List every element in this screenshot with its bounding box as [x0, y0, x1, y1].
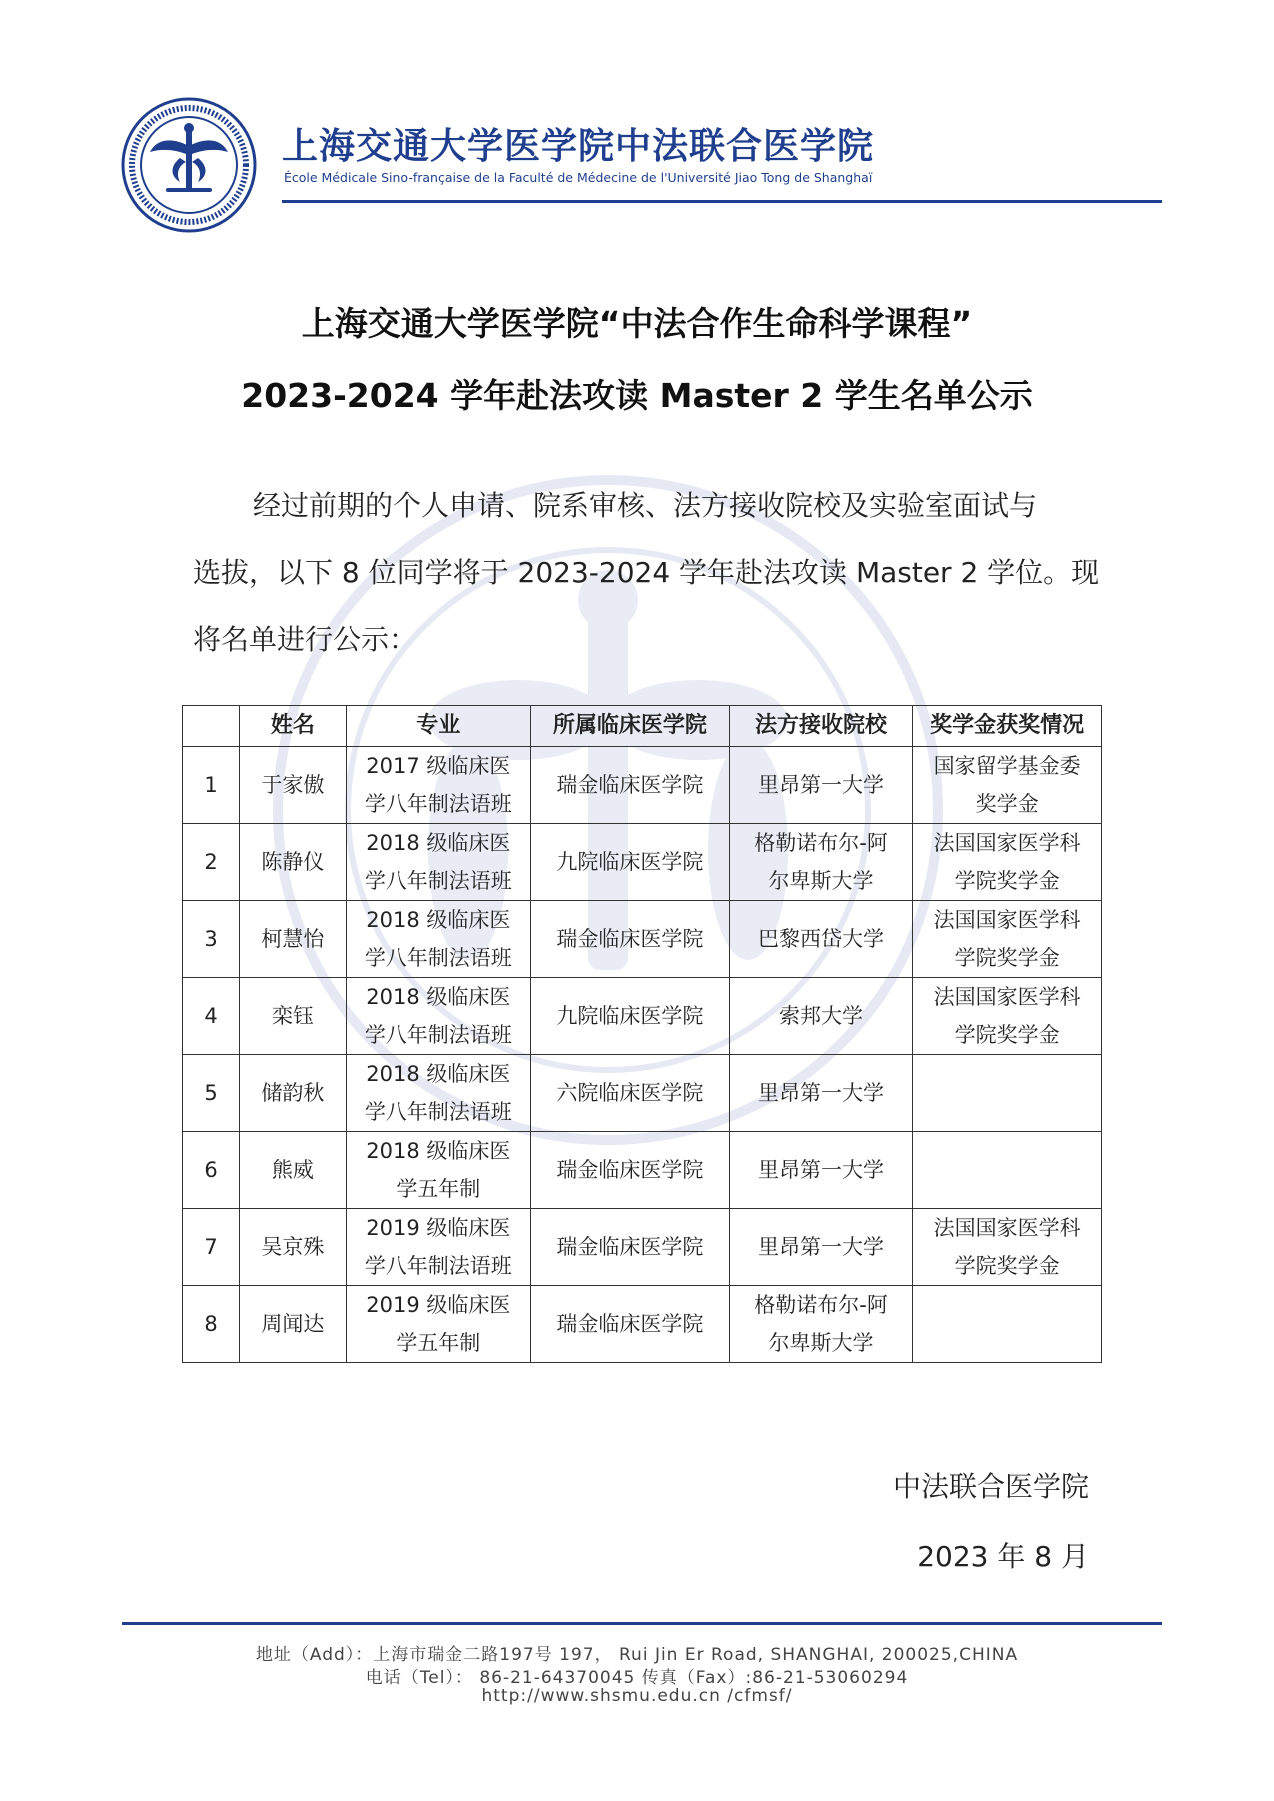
cell-school	[729, 1286, 913, 1363]
cell-hospital	[531, 1132, 730, 1209]
cell-hospital-text: 六院临床医学院	[556, 1081, 704, 1105]
intro-paragraph	[193, 472, 1100, 673]
cell-award-text: 法国国家医学科	[933, 985, 1081, 1009]
cell-hospital	[531, 978, 730, 1055]
cell-award-text: 国家留学基金委	[933, 754, 1081, 778]
footer-address: 地址（Add）：上海市瑞金二路197号 197， Rui Jin Er Road, SHANGHAI, 200025,CHINA	[255, 1645, 1019, 1665]
signature-org: 中法联合医学院	[892, 1470, 1089, 1503]
footer-phone-fax: 电话（Tel）： 86-21-64370045 传真（Fax）:86-21-53060294	[365, 1668, 909, 1688]
cell-major-text: 2019 级临床医	[366, 1293, 511, 1317]
cell-major	[346, 1055, 531, 1132]
cell-name-text: 吴京殊	[261, 1235, 325, 1259]
cell-number-text: 1	[204, 773, 218, 797]
cell-school	[729, 978, 913, 1055]
cell-school-text: 索邦大学	[779, 1004, 864, 1028]
cell-major-text: 2019 级临床医	[366, 1216, 511, 1240]
cell-hospital-text: 瑞金临床医学院	[556, 1312, 704, 1336]
cell-school-text: 里昂第一大学	[758, 1081, 885, 1105]
table-row	[183, 1132, 1102, 1209]
cell-number-text: 8	[204, 1312, 218, 1336]
cell-hospital-text: 九院临床医学院	[556, 1004, 704, 1028]
table-row	[183, 1055, 1102, 1132]
footer-url[interactable]: http://www.shsmu.edu.cn /cfmsf/	[481, 1686, 793, 1706]
cell-hospital-text: 瑞金临床医学院	[556, 1158, 704, 1182]
cell-major-text: 学八年制法语班	[364, 792, 512, 816]
cell-number-text: 7	[204, 1235, 218, 1259]
cell-school	[729, 1055, 913, 1132]
caduceus-seal-icon	[120, 96, 258, 234]
cell-number	[183, 824, 240, 901]
cell-award	[913, 1132, 1102, 1209]
cell-award	[913, 747, 1102, 824]
cell-school-text: 里昂第一大学	[758, 1158, 885, 1182]
cell-hospital-text: 瑞金临床医学院	[556, 927, 704, 951]
cell-award-text: 学院奖学金	[954, 946, 1060, 970]
cell-major-text: 2018 级临床医	[366, 1139, 511, 1163]
column-header	[183, 706, 240, 747]
cell-name-text: 栾钰	[271, 1004, 314, 1028]
table-row	[183, 1286, 1102, 1363]
cell-award-text: 学院奖学金	[954, 1254, 1060, 1278]
cell-name-text: 储韵秋	[261, 1081, 325, 1105]
cell-school	[729, 747, 913, 824]
cell-hospital	[531, 901, 730, 978]
cell-number-text: 5	[204, 1081, 218, 1105]
cell-hospital-text: 瑞金临床医学院	[556, 773, 704, 797]
cell-number	[183, 901, 240, 978]
cell-award	[913, 824, 1102, 901]
cell-name	[240, 901, 346, 978]
cell-school-text: 里昂第一大学	[758, 773, 885, 797]
cell-award-text: 法国国家医学科	[933, 831, 1081, 855]
intro-line: 选拔，以下 8 位同学将于 2023-2024 学年赴法攻读 Master 2 学位。现	[193, 556, 1100, 589]
cell-award	[913, 1055, 1102, 1132]
column-header: 专业	[346, 706, 531, 747]
cell-school-text: 巴黎西岱大学	[758, 927, 885, 951]
letterhead	[120, 96, 1160, 226]
header-divider	[282, 200, 1162, 203]
cell-major	[346, 1209, 531, 1286]
cell-hospital	[531, 1286, 730, 1363]
cell-major	[346, 747, 531, 824]
cell-major-text: 2018 级临床医	[366, 908, 511, 932]
cell-name	[240, 1209, 346, 1286]
cell-name	[240, 824, 346, 901]
cell-number-text: 3	[204, 927, 218, 951]
cell-major	[346, 1286, 531, 1363]
cell-major-text: 学五年制	[396, 1331, 481, 1355]
cell-number-text: 6	[204, 1158, 218, 1182]
cell-hospital-text: 瑞金临床医学院	[556, 1235, 704, 1259]
cell-number	[183, 978, 240, 1055]
page-title-line2: 2023-2024 学年赴法攻读 Master 2 学生名单公示	[241, 376, 1033, 415]
cell-number	[183, 1055, 240, 1132]
table-row	[183, 747, 1102, 824]
cell-award	[913, 978, 1102, 1055]
cell-major-text: 学八年制法语班	[364, 869, 512, 893]
cell-hospital	[531, 1209, 730, 1286]
cell-hospital-text: 九院临床医学院	[556, 850, 704, 874]
column-header: 奖学金获奖情况	[913, 706, 1102, 747]
table-row	[183, 901, 1102, 978]
cell-school-text: 格勒诺布尔-阿	[754, 831, 888, 855]
cell-number	[183, 1286, 240, 1363]
cell-major-text: 学八年制法语班	[364, 1100, 512, 1124]
table-row	[183, 1209, 1102, 1286]
student-roster-table	[182, 705, 1102, 1363]
footer-divider	[122, 1622, 1162, 1625]
cell-hospital	[531, 1055, 730, 1132]
page-title-line1: 上海交通大学医学院“中法合作生命科学课程”	[301, 304, 973, 343]
cell-name-text: 熊威	[271, 1158, 314, 1182]
cell-school	[729, 1209, 913, 1286]
cell-number	[183, 1209, 240, 1286]
column-header: 法方接收院校	[729, 706, 913, 747]
table-row	[183, 824, 1102, 901]
institution-name-fr: École Médicale Sino-française de la Faculté de Médecine de l'Université Jiao Tong de Shanghaï	[284, 170, 873, 185]
cell-major	[346, 824, 531, 901]
cell-award-text: 学院奖学金	[954, 869, 1060, 893]
cell-number-text: 4	[204, 1004, 218, 1028]
cell-name	[240, 1055, 346, 1132]
column-header: 所属临床医学院	[531, 706, 730, 747]
cell-major-text: 2017 级临床医	[366, 754, 511, 778]
cell-major-text: 2018 级临床医	[366, 985, 511, 1009]
institution-name-cn: 上海交通大学医学院中法联合医学院	[282, 126, 875, 167]
signature-date: 2023 年 8 月	[917, 1540, 1089, 1573]
cell-school-text: 尔卑斯大学	[768, 869, 874, 893]
cell-school-text: 尔卑斯大学	[768, 1331, 874, 1355]
cell-name	[240, 1132, 346, 1209]
cell-major-text: 学八年制法语班	[364, 1254, 512, 1278]
cell-major-text: 2018 级临床医	[366, 831, 511, 855]
cell-award	[913, 1286, 1102, 1363]
cell-school-text: 格勒诺布尔-阿	[754, 1293, 888, 1317]
cell-major	[346, 901, 531, 978]
cell-number	[183, 1132, 240, 1209]
intro-line: 经过前期的个人申请、院系审核、法方接收院校及实验室面试与	[253, 489, 1038, 522]
cell-name	[240, 747, 346, 824]
cell-award-text: 学院奖学金	[954, 1023, 1060, 1047]
cell-major	[346, 978, 531, 1055]
cell-major-text: 学八年制法语班	[364, 1023, 512, 1047]
cell-name	[240, 1286, 346, 1363]
table-header-row	[183, 706, 1102, 747]
cell-major-text: 学八年制法语班	[364, 946, 512, 970]
cell-award-text: 法国国家医学科	[933, 1216, 1081, 1240]
cell-award-text: 法国国家医学科	[933, 908, 1081, 932]
cell-hospital	[531, 824, 730, 901]
intro-line: 将名单进行公示：	[193, 623, 418, 656]
cell-name	[240, 978, 346, 1055]
cell-number-text: 2	[204, 850, 218, 874]
cell-number	[183, 747, 240, 824]
column-header: 姓名	[240, 706, 346, 747]
cell-school	[729, 1132, 913, 1209]
cell-name-text: 于家傲	[261, 773, 325, 797]
cell-name-text: 柯慧怡	[261, 927, 325, 951]
cell-school	[729, 824, 913, 901]
cell-hospital	[531, 747, 730, 824]
cell-major-text: 2018 级临床医	[366, 1062, 511, 1086]
cell-award	[913, 1209, 1102, 1286]
cell-school	[729, 901, 913, 978]
cell-award-text: 奖学金	[975, 792, 1039, 816]
cell-name-text: 陈静仪	[261, 850, 325, 874]
cell-major-text: 学五年制	[396, 1177, 481, 1201]
cell-school-text: 里昂第一大学	[758, 1235, 885, 1259]
table-row	[183, 978, 1102, 1055]
cell-award	[913, 901, 1102, 978]
cell-name-text: 周闻达	[261, 1312, 325, 1336]
cell-major	[346, 1132, 531, 1209]
